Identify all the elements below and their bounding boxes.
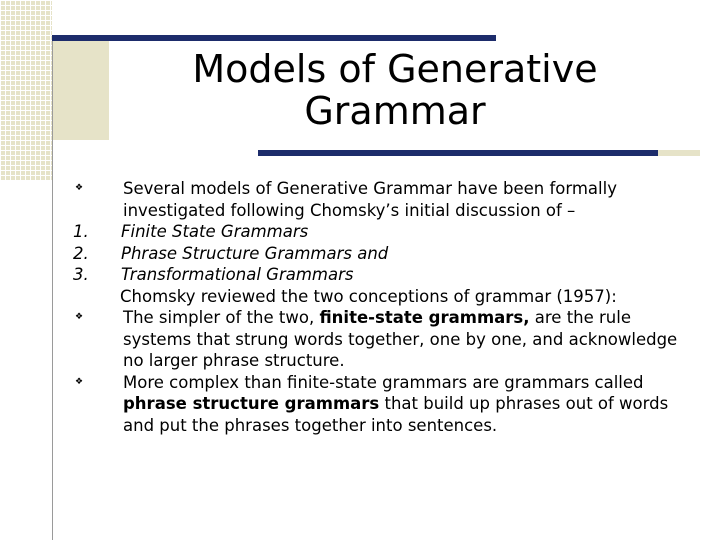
continuation-line: [72, 286, 684, 308]
text-segment: More complex than finite-state grammars are grammars called: [123, 372, 644, 392]
term-phrase-structure: phrase structure grammars: [123, 394, 380, 413]
title-line-1: Models of Generative: [192, 47, 598, 91]
slide-body: [72, 178, 684, 436]
bullet-item: [72, 307, 684, 372]
bullet-text: [123, 372, 684, 437]
numbered-item: [72, 243, 684, 265]
title-line-2: Grammar: [304, 89, 486, 133]
numbered-text: Phrase Structure Grammars and: [121, 243, 389, 263]
diamond-bullet-icon: ❖: [75, 376, 84, 387]
bullet-text: Several models of Generative Grammar have been formally investigated following Chomsky’s initial discussion of –: [123, 179, 617, 220]
title-bottom-bar: [258, 150, 658, 156]
item-number: 3.: [73, 265, 89, 284]
diamond-bullet-icon: ❖: [75, 183, 84, 193]
text-segment: that build up phrases out of words and put the phrases together into sentences.: [123, 394, 669, 435]
text-segment: are the rule systems that strung words together, one by one, and acknowledge no larger phrase structure.: [123, 308, 678, 370]
bullet-item: [72, 372, 684, 437]
bullet-text: [123, 307, 684, 372]
numbered-text: Transformational Grammars: [121, 265, 354, 284]
text-segment: The simpler of the two,: [123, 308, 320, 327]
vertical-divider-line: [52, 40, 53, 540]
numbered-item: [72, 264, 684, 286]
item-number: 2.: [73, 243, 89, 263]
chomsky-text: Chomsky reviewed the two conceptions of grammar (1957):: [120, 286, 617, 306]
diamond-bullet-icon: ❖: [75, 312, 84, 322]
bullet-item: [72, 178, 684, 221]
grid-pattern-decoration: [0, 0, 52, 180]
title-top-bar: [52, 35, 496, 41]
empty-marker: [72, 286, 120, 308]
numbered-text: Finite State Grammars: [121, 222, 309, 241]
title-bottom-bar-tail: [658, 150, 700, 156]
item-number: 1.: [73, 222, 89, 241]
numbered-item: [72, 221, 684, 243]
accent-square-decoration: [52, 40, 109, 140]
term-finite-state: finite-state grammars,: [319, 308, 530, 327]
slide-title: [130, 48, 660, 132]
